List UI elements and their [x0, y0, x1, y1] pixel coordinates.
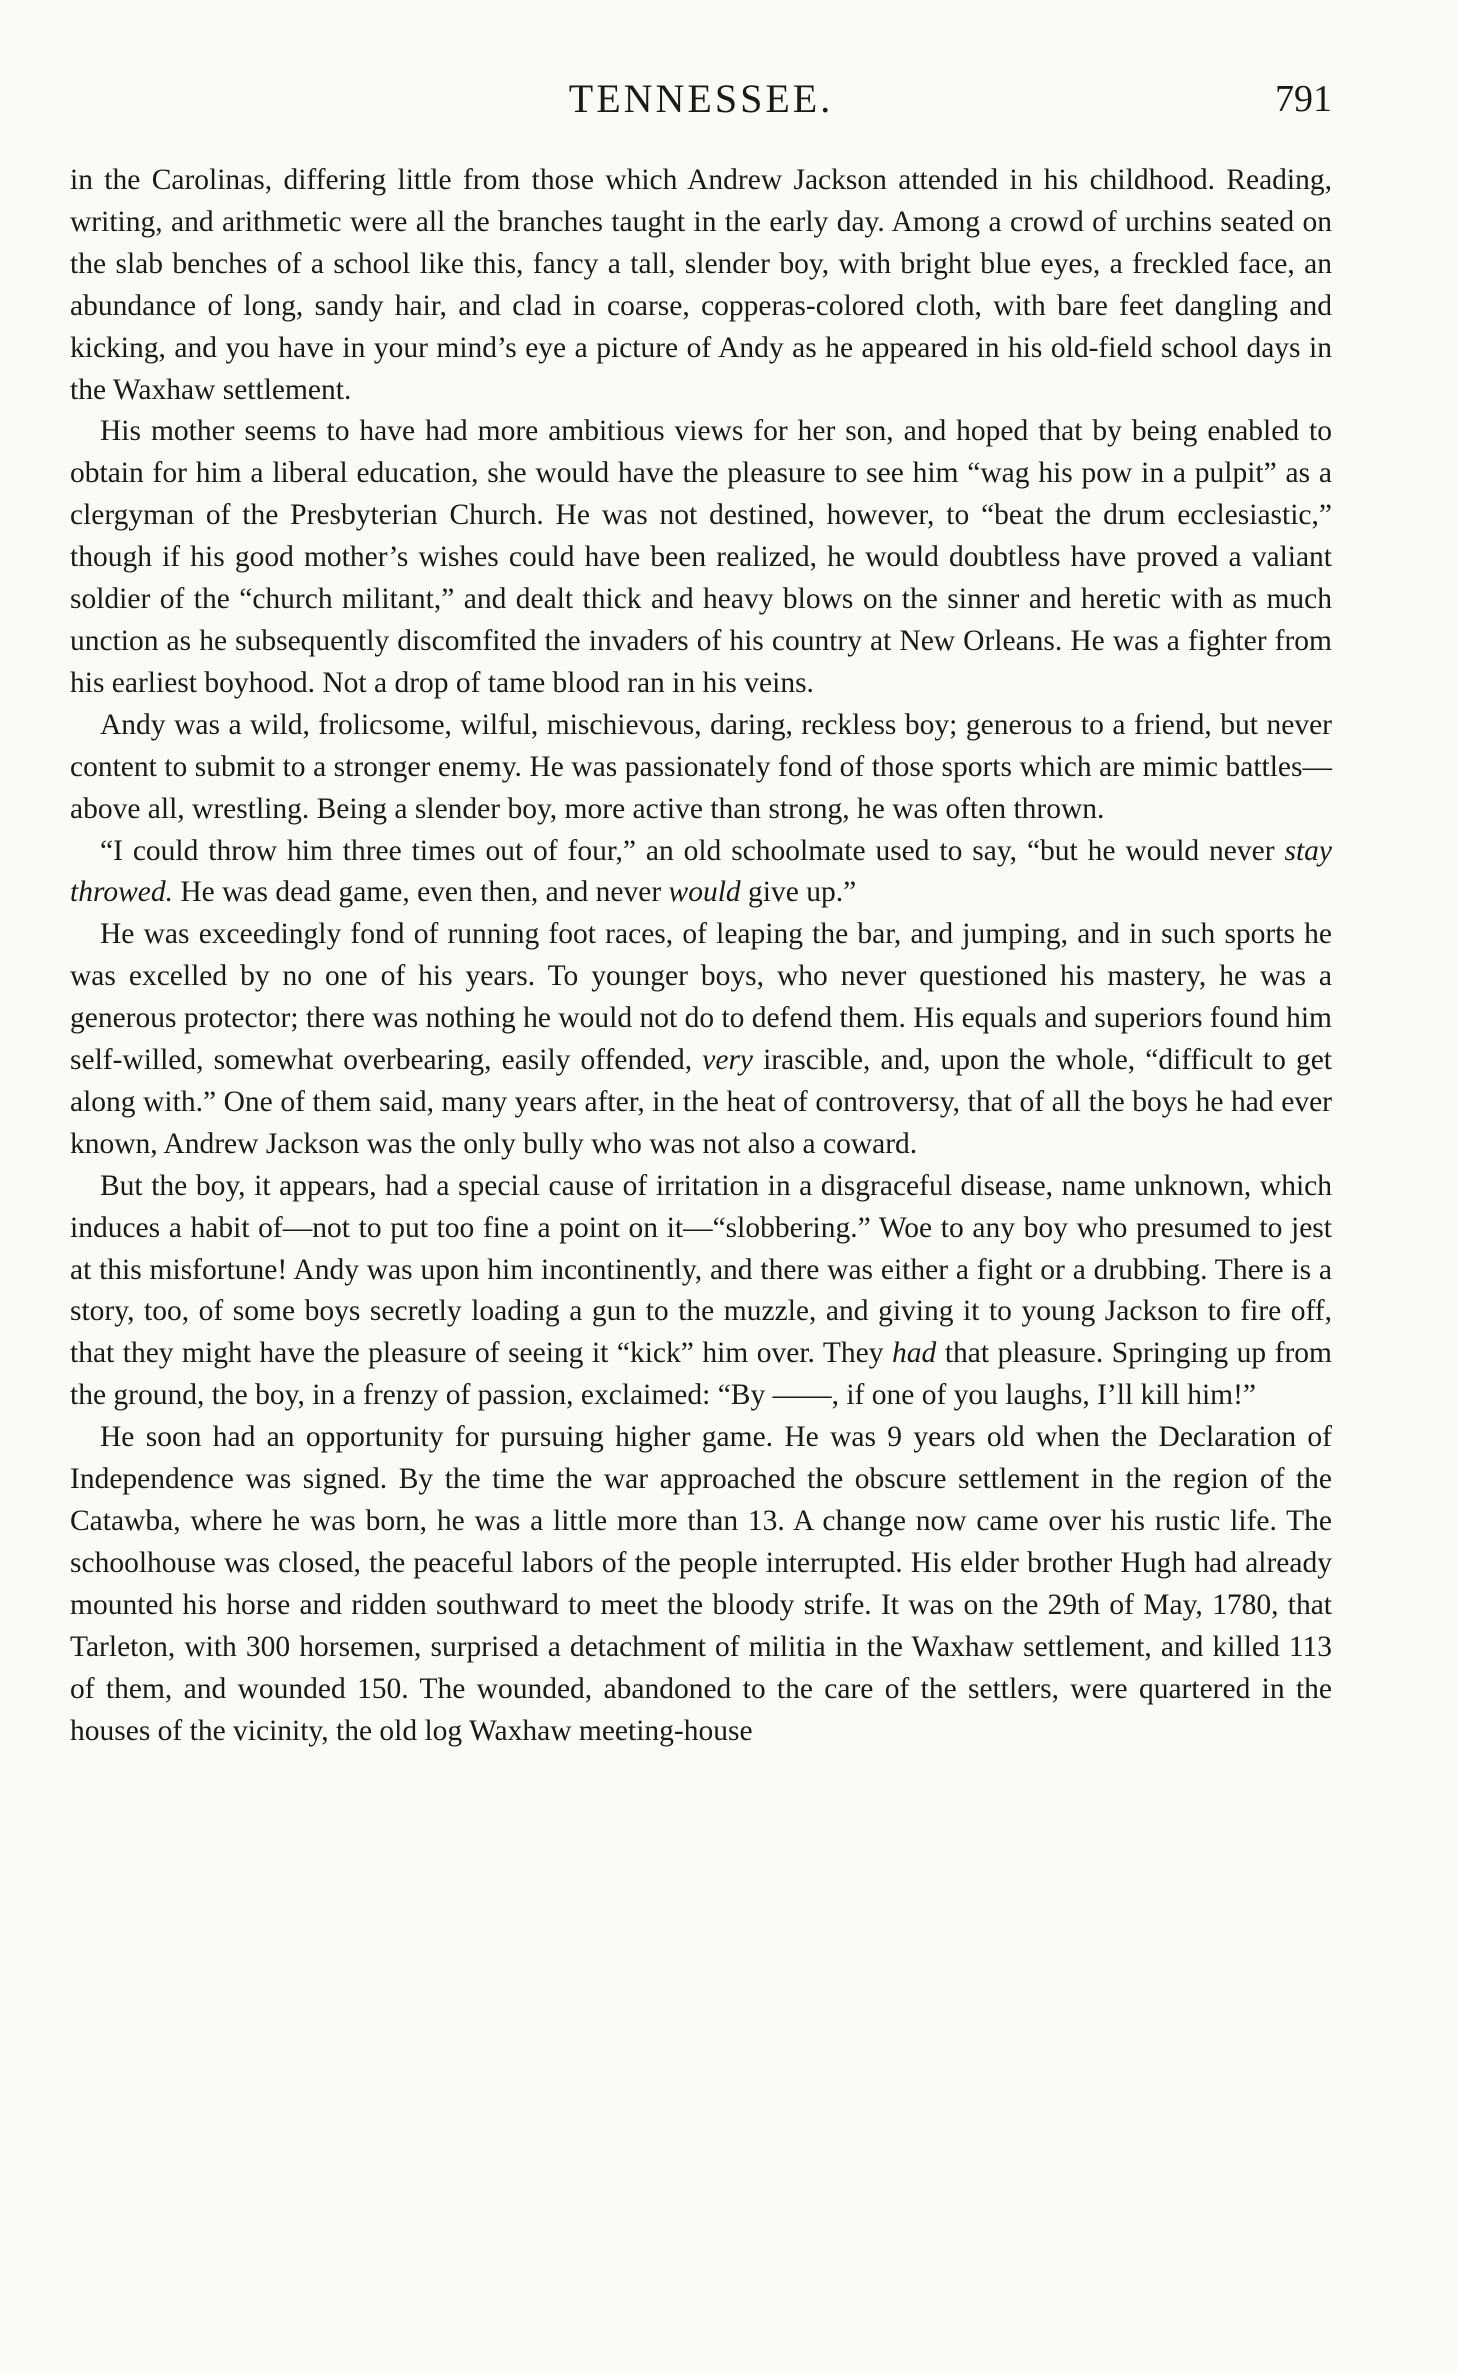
- running-head: [70, 74, 1332, 124]
- running-title: TENNESSEE.: [568, 76, 834, 121]
- italic-text: stay throwed.: [70, 834, 1332, 909]
- text-run: But the boy, it appears, had a special cause of irritation in a disgraceful disease, name unknown, which induces a habit of—not to put too fine a point on it—“slobbering.” Woe to any boy who presumed to jest at this misfortune! Andy was upon him incontinently, and there was either a fight or a drubbing. There is a story, too, of some boys secretly loading a gun to the muzzle, and giving it to young Jackson to fire off, that they might have the pleasure of seeing it “kick” him over. They: [70, 1169, 1332, 1370]
- paragraph: [70, 411, 1332, 704]
- paragraph: [70, 705, 1332, 831]
- text-run: irascible, and, upon the whole, “difficult to get along with.” One of them said, many years after, in the heat of controversy, that of all the boys he had ever known, Andrew Jackson was the only bully who was not also a coward.: [70, 1044, 1332, 1160]
- text-run: in the Carolinas, differing little from those which Andrew Jackson attended in his childhood. Reading, writing, and arithmetic were all the branches taught in the early day. Among a crowd of urchins seated on the slab benches of a school like this, fancy a tall, slender boy, with bright blue eyes, a freckled face, an abundance of long, sandy hair, and clad in coarse, copperas-colored cloth, with bare feet dangling and kicking, and you have in your mind’s eye a picture of Andy as he appeared in his old-field school days in the Waxhaw settlement.: [70, 164, 1332, 406]
- text-run: His mother seems to have had more ambitious views for her son, and hoped that by being enabled to obtain for him a liberal education, she would have the pleasure to see him “wag his pow in a pulpit” as a clergyman of the Presbyterian Church. He was not destined, however, to “beat the drum ecclesiastic,” though if his good mother’s wishes could have been realized, he would doubtless have proved a valiant soldier of the “church militant,” and dealt thick and heavy blows on the sinner and heretic with as much unction as he subsequently discomfited the invaders of his country at New Orleans. He was a fighter from his earliest boyhood. Not a drop of tame blood ran in his veins.: [70, 415, 1332, 699]
- paragraph: [70, 1166, 1332, 1417]
- text-run: that pleasure. Springing up from the ground, the boy, in a frenzy of passion, exclaimed: “By ——, if one of you laughs, I’ll kill him!”: [70, 1337, 1332, 1412]
- text-run: give up.”: [740, 876, 857, 909]
- italic-text: would: [668, 876, 741, 909]
- body-text: [70, 160, 1332, 1752]
- paragraph: [70, 160, 1332, 411]
- paragraph: [70, 1417, 1332, 1752]
- text-run: He was dead game, even then, and never: [172, 876, 669, 909]
- text-run: He soon had an opportunity for pursuing higher game. He was 9 years old when the Declaration of Independence was signed. By the time the war approached the obscure settlement in the region of the Catawba, where he was born, he was a little more than 13. A change now came over his rustic life. The schoolhouse was closed, the peaceful labors of the people interrupted. His elder brother Hugh had already mounted his horse and ridden southward to meet the bloody strife. It was on the 29th of May, 1780, that Tarleton, with 300 horsemen, surprised a detachment of militia in the Waxhaw settlement, and killed 113 of them, and wounded 150. The wounded, abandoned to the care of the settlers, were quartered in the houses of the vicinity, the old log Waxhaw meeting-house: [70, 1421, 1332, 1747]
- paragraph: [70, 914, 1332, 1165]
- text-run: Andy was a wild, frolicsome, wilful, mischievous, daring, reckless boy; generous to a friend, but never content to submit to a stronger enemy. He was passionately fond of those sports which are mimic battles—above all, wrestling. Being a slender boy, more active than strong, he was often thrown.: [70, 708, 1332, 825]
- text-run: He was exceedingly fond of running foot races, of leaping the bar, and jumping, and in such sports he was excelled by no one of his years. To younger boys, who never questioned his mastery, he was a generous protector; there was nothing he would not do to defend them. His equals and superiors found him self-willed, somewhat overbearing, easily offended,: [70, 918, 1332, 1077]
- page-number: 791: [1275, 78, 1332, 120]
- italic-text: very: [702, 1044, 754, 1077]
- paragraph: [70, 831, 1332, 915]
- text-run: “I could throw him three times out of four,” an old schoolmate used to say, “but he would never: [100, 834, 1285, 867]
- italic-text: had: [892, 1337, 937, 1370]
